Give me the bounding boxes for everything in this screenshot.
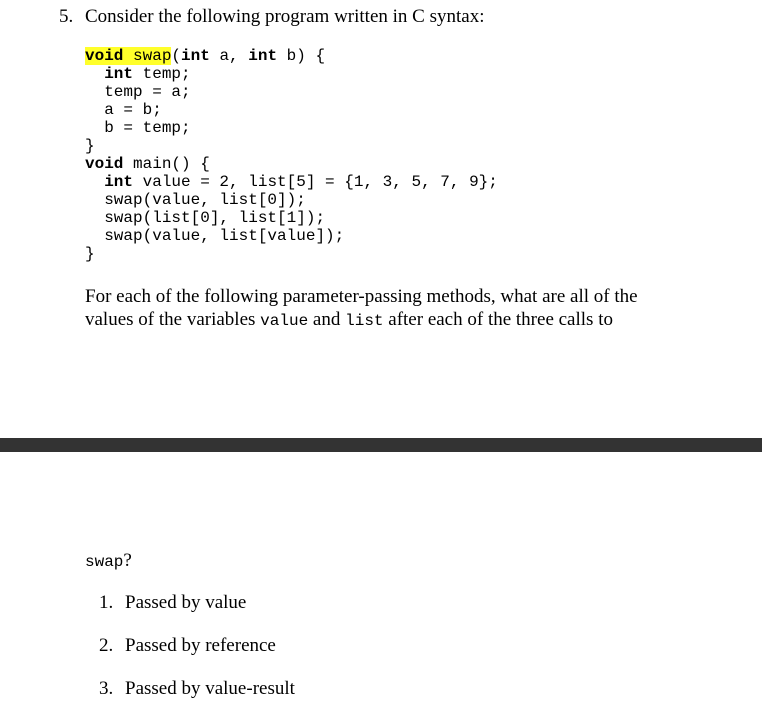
code-line-11: swap(value, list[value]); xyxy=(104,227,345,245)
options-list xyxy=(99,592,295,721)
inline-code-value: value xyxy=(260,312,309,330)
code-keyword: int xyxy=(104,173,134,191)
list-item xyxy=(99,678,295,721)
option-number: 2. xyxy=(99,635,114,656)
option-number: 1. xyxy=(99,592,114,613)
question-number: 5. xyxy=(59,6,74,27)
code-function-name: swap xyxy=(133,47,172,65)
code-line-8 xyxy=(104,173,498,191)
code-keyword: int xyxy=(181,47,210,65)
code-line-7 xyxy=(85,155,210,173)
code-line-2 xyxy=(104,65,190,83)
question-mark: ? xyxy=(123,550,132,571)
code-text: value = 2, list[5] = {1, 3, 5, 7, 9}; xyxy=(133,173,498,191)
code-space xyxy=(123,47,133,65)
code-text: b) { xyxy=(277,47,326,65)
option-label: Passed by value xyxy=(125,592,247,613)
code-line-5: b = temp; xyxy=(104,119,191,137)
page-bottom xyxy=(0,452,762,712)
code-line-4: a = b; xyxy=(104,101,162,119)
option-number: 3. xyxy=(99,678,114,699)
code-line-10: swap(list[0], list[1]); xyxy=(104,209,326,227)
code-text: temp; xyxy=(133,65,191,83)
code-block xyxy=(85,47,498,263)
code-keyword: int xyxy=(248,47,278,65)
paragraph-line-2 xyxy=(85,308,725,333)
instruction-paragraph xyxy=(85,285,725,333)
list-item xyxy=(99,592,295,635)
paragraph-text: values of the variables xyxy=(85,309,261,330)
code-keyword: void xyxy=(85,155,124,173)
code-keyword: int xyxy=(104,65,134,83)
code-line-9: swap(value, list[0]); xyxy=(104,191,306,209)
code-line-6: } xyxy=(85,137,95,155)
code-line-12: } xyxy=(85,245,95,263)
option-label: Passed by reference xyxy=(125,635,276,656)
question-heading xyxy=(59,6,484,28)
code-text: main() { xyxy=(123,155,210,173)
code-text: a, xyxy=(209,47,249,65)
question-prompt: Consider the following program written in C syntax: xyxy=(85,6,485,27)
page-break-bar xyxy=(0,438,762,452)
option-label: Passed by value-result xyxy=(125,678,295,699)
paragraph-text: and xyxy=(308,309,346,330)
paragraph-text: after each of the three calls to xyxy=(383,309,613,330)
continuation-line xyxy=(85,550,132,573)
code-keyword: void xyxy=(85,47,124,65)
list-item xyxy=(99,635,295,678)
inline-code-list: list xyxy=(345,312,384,330)
inline-code-swap: swap xyxy=(85,553,124,571)
code-line-3: temp = a; xyxy=(104,83,191,101)
paragraph-line-1: For each of the following parameter-passing methods, what are all of the xyxy=(85,286,638,307)
code-text: ( xyxy=(171,47,182,65)
code-line-1 xyxy=(85,47,325,65)
